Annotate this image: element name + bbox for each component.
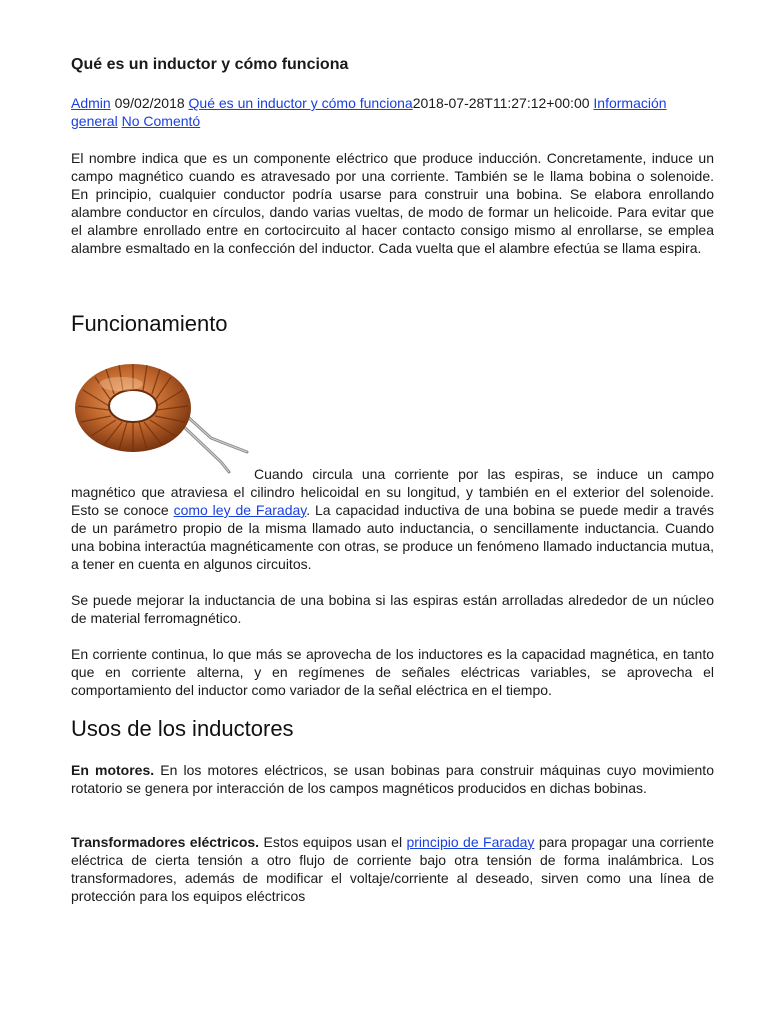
post-permalink[interactable]: Qué es un inductor y cómo funciona: [188, 95, 413, 111]
section-heading-funcionamiento: Funcionamiento: [71, 311, 228, 336]
text-span: para propagar una corriente eléctrica de cierta tensión a otro flujo de corriente bajo otra tensión de forma inalámbrica. Los transformadores, además de modificar el voltaje/corriente al deseado, sirven como una línea de protección para los equipos eléctricos: [71, 834, 714, 904]
post-timestamp: 2018-07-28T11:27:12+00:00: [412, 95, 590, 111]
post-meta: [71, 94, 714, 130]
text-span: . La capacidad inductiva de una bobina se puede medir a través de un parámetro propio de la misma llamado auto inductancia, o sencillamente inductancia. Cuando una bobina interactúa magnéticamente con otras, se produce un fenómeno llamado inductancia mutua, a tener en cuenta en algunos circuitos.: [71, 502, 714, 572]
bold-lead: En motores.: [71, 762, 155, 778]
usos-paragraph-transformadores: [71, 833, 714, 905]
post-date: 09/02/2018: [114, 95, 185, 111]
section-heading-usos: Usos de los inductores: [71, 716, 294, 741]
funcionamiento-paragraph-2: Se puede mejorar la inductancia de una bobina si las espiras están arrolladas alrededor de un núcleo de material ferromagnético.: [71, 592, 714, 626]
faraday-law-link[interactable]: como ley de Faraday: [173, 502, 307, 518]
comments-link[interactable]: No Comentó: [121, 113, 201, 129]
bold-lead: Transformadores eléctricos.: [71, 834, 260, 850]
text-span: En los motores eléctricos, se usan bobinas para construir máquinas cuyo movimiento rotatorio se genera por interacción de los campos magnéticos producidos en dichas bobinas.: [71, 762, 714, 796]
category-link[interactable]: Información general: [71, 95, 667, 129]
intro: [71, 149, 714, 257]
author-link[interactable]: Admin: [71, 95, 111, 111]
toroidal-inductor-image: [71, 356, 251, 480]
funcionamiento-paragraph-1: [71, 465, 714, 573]
intro-paragraph-1: El nombre indica que es un componente eléctrico que produce inducción. Concretamente, induce un campo magnético cuando es atravesado por una corriente. También se le llama bobina o solenoide.: [71, 150, 714, 184]
funcionamiento-paragraph-3: En corriente continua, lo que más se aprovecha de los inductores es la capacidad magnética, en tanto que en corriente alterna, y en regímenes de señales eléctricas variables, se aprovecha el comportamiento del inductor como variador de la señal eléctrica en el tiempo.: [71, 646, 714, 698]
article-title: Qué es un inductor y cómo funciona: [71, 56, 349, 73]
text-span: Cuando circula una corriente por las espiras, se induce un campo magnético que atraviesa el cilindro helicoidal en su longitud, y también en el exterior del solenoide. Esto se conoce: [71, 466, 714, 518]
usos-paragraph-motores: [71, 761, 714, 797]
faraday-principle-link[interactable]: principio de Faraday: [406, 834, 535, 850]
text-span: Estos equipos usan el: [259, 834, 407, 850]
intro-paragraph-2: En principio, cualquier conductor podría usarse para construir una bobina. Se elabora enrollando alambre conductor en círculos, dando varias vueltas, de modo de formar un helicoide. Para evitar que el alambre enrollado entre en cortocircuito al hacer contacto consigo mismo al enrollarse, se emplea alambre esmaltado en la confección del inductor. Cada vuelta que el alambre efectúa se llama espira.: [71, 186, 714, 256]
